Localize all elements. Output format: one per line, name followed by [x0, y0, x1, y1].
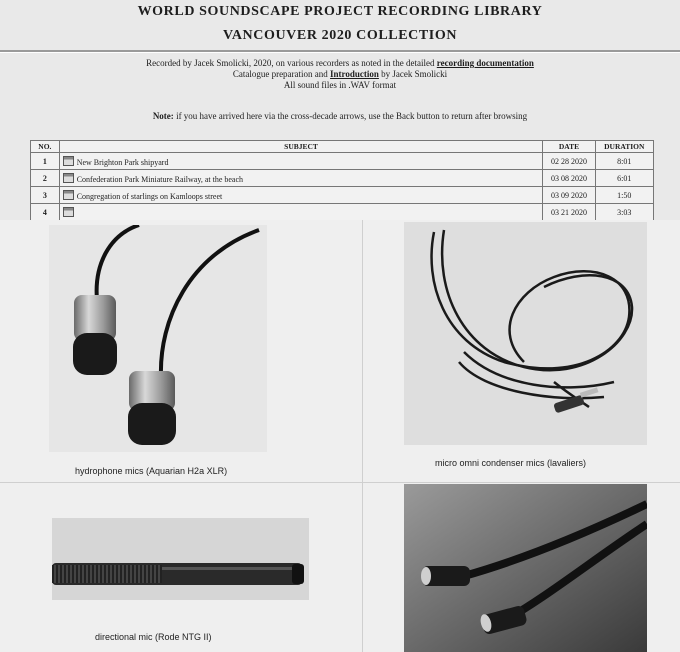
sound-file-icon[interactable]: [63, 190, 74, 200]
lavalier-caption: micro omni condenser mics (lavaliers): [435, 458, 587, 468]
row-subject: [59, 204, 543, 221]
subject-text[interactable]: Confederation Park Miniature Railway, at the beach: [76, 174, 244, 184]
lavalier-closeup-photo: [404, 484, 647, 652]
sound-file-icon[interactable]: [63, 207, 74, 217]
row-number: 4: [31, 204, 60, 221]
row-number: 2: [31, 170, 60, 187]
introduction-link[interactable]: Introduction: [330, 69, 379, 79]
intro-line-1: Recorded by Jacek Smolicki, 2020, on various recorders as noted in the detailed: [146, 58, 435, 68]
row-date: 03 09 2020: [543, 187, 595, 204]
sound-file-icon[interactable]: [63, 156, 74, 166]
note-text: if you have arrived here via the cross-decade arrows, use the Back button to return after browsing: [176, 111, 528, 121]
row-subject: [59, 153, 543, 170]
row-date: 03 08 2020: [543, 170, 595, 187]
table-header-row: [31, 141, 654, 153]
col-header-no: NO.: [31, 141, 60, 153]
collection-title: VANCOUVER 2020 COLLECTION: [222, 28, 458, 43]
lavalier-mics-photo: [404, 222, 647, 445]
navigation-note: [0, 111, 680, 121]
table-row: [31, 187, 654, 204]
row-number: 3: [31, 187, 60, 204]
row-duration: 6:01: [595, 170, 653, 187]
row-subject: [59, 170, 543, 187]
subject-text[interactable]: Congregation of starlings on Kamloops street: [76, 191, 223, 201]
row-duration: 1:50: [595, 187, 653, 204]
page-title: WORLD SOUNDSCAPE PROJECT RECORDING LIBRARY: [137, 4, 543, 19]
row-subject: [59, 187, 543, 204]
intro-line-3: All sound files in .WAV format: [283, 80, 397, 90]
table-row: [31, 153, 654, 170]
row-duration: 3:03: [595, 204, 653, 221]
sound-file-icon[interactable]: [63, 173, 74, 183]
directional-mic-photo: [52, 518, 309, 600]
col-header-subject: SUBJECT: [59, 141, 543, 153]
note-label: Note:: [152, 111, 174, 121]
library-page: [0, 0, 680, 220]
table-row: [31, 204, 654, 221]
row-duration: 8:01: [595, 153, 653, 170]
row-number: 1: [31, 153, 60, 170]
recordings-table: [30, 140, 654, 220]
intro-line-2: Catalogue preparation and: [232, 69, 328, 79]
row-date: 02 28 2020: [543, 153, 595, 170]
subject-text[interactable]: New Brighton Park shipyard: [76, 157, 169, 167]
hydrophone-caption: hydrophone mics (Aquarian H2a XLR): [75, 466, 228, 476]
col-header-date: DATE: [543, 141, 595, 153]
grid-divider-vertical: [362, 220, 363, 652]
directional-mic-caption: directional mic (Rode NTG II): [95, 632, 212, 642]
intro-text: [0, 58, 680, 91]
divider: [0, 50, 680, 53]
recording-documentation-link[interactable]: recording documentation: [436, 58, 534, 68]
grid-divider-horizontal: [0, 482, 680, 483]
table-row: [31, 170, 654, 187]
row-date: 03 21 2020: [543, 204, 595, 221]
hydrophone-mics-photo: [49, 225, 267, 452]
col-header-duration: DURATION: [595, 141, 653, 153]
intro-line-2-suffix: by Jacek Smolicki: [381, 69, 448, 79]
microphone-photo-grid: [0, 220, 680, 652]
